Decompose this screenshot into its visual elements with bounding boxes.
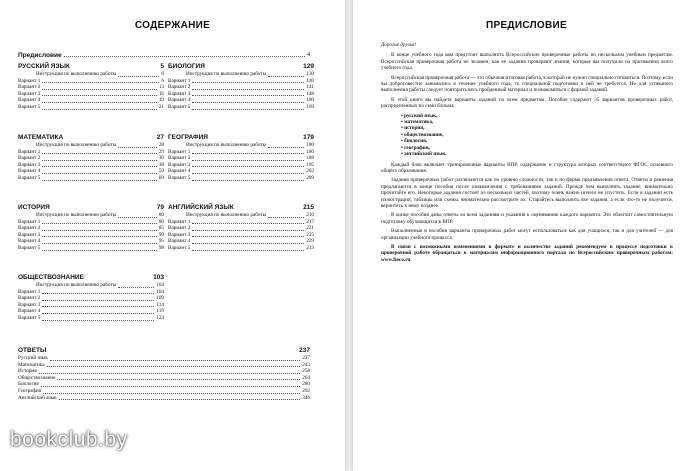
variant-page: 217 [306, 218, 314, 225]
answers-entry[interactable] [18, 375, 310, 382]
variant-page: 80 [158, 218, 164, 225]
variant-label: Вариант 5 [168, 174, 191, 181]
watermark-logo: bookclub.by [10, 428, 128, 451]
preface-paragraph: В конце учебного года вам предстоит выполнить Всероссийские проверочные работы по нескольким учебным предметам. Всероссийская проверочная работа не экзамен, как ее задания проверяют знания, которые вы получили на протяжении всего учебного года. [381, 52, 673, 72]
variant-page: 119 [156, 308, 164, 315]
variant-label: Вариант 3 [18, 90, 41, 97]
variant-entry[interactable] [168, 175, 314, 182]
variant-page: 130 [306, 77, 314, 84]
variant-page: 95 [158, 238, 164, 245]
variant-label: Вариант 4 [18, 308, 41, 315]
contents-section [18, 273, 164, 322]
variant-entry[interactable] [18, 315, 164, 322]
subject-list-item: • русский язык, [401, 113, 673, 119]
variant-page: 104 [156, 288, 164, 295]
variant-page: 59 [158, 168, 164, 175]
variant-label: Вариант 4 [168, 238, 191, 245]
instruction-label: Инструкция по выполнению работы [186, 71, 267, 77]
preface-body [381, 42, 673, 266]
preface-paragraph: В этой книге вы найдете варианты заданий по всем предметам. Пособие содержит 35 вариантов проверочных работ, распределенных по семи блокам: [381, 96, 673, 110]
preface-entry[interactable] [18, 52, 310, 59]
variant-label: Вариант 4 [168, 168, 191, 175]
variant-entry[interactable] [168, 245, 314, 252]
variant-entry[interactable] [18, 84, 164, 91]
variant-entry[interactable] [168, 219, 314, 226]
variant-entry[interactable] [18, 219, 164, 226]
variant-page: 229 [306, 238, 314, 245]
section-title: ГЕОГРАФИЯ [168, 134, 208, 141]
variant-entry[interactable] [18, 225, 164, 232]
variant-page: 202 [306, 168, 314, 175]
variant-page: 69 [158, 174, 164, 181]
variant-entry[interactable] [18, 155, 164, 162]
answers-entry-label: География [18, 387, 42, 394]
variant-label: Вариант 1 [168, 218, 191, 225]
instruction-entry[interactable] [18, 212, 164, 219]
variant-page: 38 [158, 161, 164, 168]
variant-entry[interactable] [168, 238, 314, 245]
variant-label: Вариант 5 [18, 174, 41, 181]
preface-paragraph: Задания проверочных работ различаются как по уровню сложности, так и по форме предъявления ответа. Ответы и решения предлагаются в конце пособия после ознакомления с требованиями заданий. Прежде чем выполнять задание, внимательно прочитайте его. Некоторые задания состоят из нескольких частей, поэтому очень важно ничего не упустить. Если в задании есть иллюстрации, таблицы или схемы, внимательно рассмотрите их. Старайтесь выполнить все задания, а если что-то не получится, вернитесь к нему позднее. [381, 177, 673, 209]
variant-label: Вариант 2 [168, 225, 191, 232]
variant-entry[interactable] [18, 175, 164, 182]
answers-heading[interactable] [18, 346, 310, 355]
section-heading[interactable] [168, 62, 314, 71]
variant-entry[interactable] [18, 232, 164, 239]
subject-list [381, 113, 673, 158]
variant-label: Вариант 1 [18, 77, 41, 84]
section-heading[interactable] [18, 273, 164, 282]
variant-page: 141 [306, 84, 314, 91]
instruction-label: Инструкция по выполнению работы [186, 142, 267, 148]
variant-label: Вариант 2 [18, 84, 41, 91]
answers-entry-label: Обществознание [18, 374, 56, 381]
contents-title: СОДЕРЖАНИЕ [134, 20, 211, 31]
variant-entry[interactable] [168, 149, 314, 156]
preface-paragraph: В конце пособия даны ответы ко всем заданиям и указания к оцениванию каждого варианта. Это облегчит самостоятельную подготовку обучающихся к ВПР. [381, 212, 673, 225]
variant-entry[interactable] [168, 162, 314, 169]
variant-page: 160 [306, 97, 314, 104]
preface-entry-page: 4 [307, 52, 310, 58]
variant-label: Вариант 5 [168, 244, 191, 251]
variant-page: 90 [158, 231, 164, 238]
instruction-entry[interactable] [168, 212, 314, 219]
answers-entry-label: История [18, 368, 37, 375]
answers-entry-page: 292 [302, 387, 310, 394]
subject-list-item: • английский язык. [401, 151, 673, 157]
section-page: 103 [153, 274, 164, 281]
variant-page: 169 [306, 103, 314, 110]
variant-page: 13 [158, 84, 164, 91]
variant-page: 233 [306, 244, 314, 251]
variant-page: 21 [158, 103, 164, 110]
variant-label: Вариант 5 [168, 103, 191, 110]
variant-label: Вариант 2 [168, 155, 191, 162]
variant-entry[interactable] [18, 308, 164, 315]
variant-page: 221 [306, 225, 314, 232]
contents-page [0, 0, 345, 471]
variant-entry[interactable] [18, 162, 164, 169]
contents-section [168, 133, 314, 182]
section-page: 215 [303, 204, 314, 211]
instruction-entry[interactable] [168, 142, 314, 149]
variant-page: 114 [156, 301, 164, 308]
instruction-page: 80 [158, 212, 164, 218]
variant-label: Вариант 4 [18, 238, 41, 245]
variant-label: Вариант 4 [18, 97, 41, 104]
variant-entry[interactable] [168, 91, 314, 98]
answers-list [18, 355, 310, 401]
section-title: БИОЛОГИЯ [168, 63, 205, 70]
contents-section [18, 133, 164, 182]
variant-entry[interactable] [168, 97, 314, 104]
variant-page: 188 [306, 155, 314, 162]
variant-entry[interactable] [168, 232, 314, 239]
variant-page: 98 [158, 244, 164, 251]
answers-page: 237 [299, 347, 310, 354]
instruction-page: 180 [306, 142, 314, 148]
section-heading[interactable] [18, 62, 164, 71]
answers-entry[interactable] [18, 395, 310, 402]
instruction-page: 104 [156, 282, 164, 288]
instruction-label: Инструкция по выполнению работы [36, 71, 117, 77]
variant-page: 209 [306, 174, 314, 181]
preface-greeting: Дорогие друзья! [381, 42, 417, 48]
variant-label: Вариант 4 [168, 97, 191, 104]
answers-entry-page: 280 [302, 381, 310, 388]
answers-entry[interactable] [18, 362, 310, 369]
answers-entry-page: 237 [302, 355, 310, 361]
variant-entry[interactable] [18, 302, 164, 309]
variant-label: Вариант 5 [18, 314, 41, 321]
answers-entry-label: Английский язык [18, 394, 57, 401]
variant-label: Вариант 1 [18, 218, 41, 225]
variant-label: Вариант 3 [168, 90, 191, 97]
preface-entry-label: Предисловие [18, 52, 62, 59]
variant-entry[interactable] [168, 84, 314, 91]
variant-page: 195 [306, 161, 314, 168]
variant-label: Вариант 1 [168, 77, 191, 84]
variant-label: Вариант 3 [168, 161, 191, 168]
instruction-entry[interactable] [18, 282, 164, 289]
instruction-label: Инструкция по выполнению работы [36, 212, 117, 218]
preface-note: В связи с возможными изменениями в формате и количестве заданий рекомендуем в процессе подготовки к проверочной работе обращаться к материалам информационного портала по Всероссийским проверочным работам: www.fioco.ru [381, 243, 673, 263]
variant-page: 85 [158, 225, 164, 232]
preface-paragraph: Каждый блок включает тренировочные варианты ВПР, содержание и структура которых соответствуют ФГОС основного общего образования. [381, 161, 673, 174]
answers-title: ОТВЕТЫ [18, 347, 47, 354]
variant-page: 16 [158, 90, 164, 97]
instruction-entry[interactable] [168, 71, 314, 78]
variant-page: 225 [306, 231, 314, 238]
answers-entry-label: Русский язык [18, 355, 48, 361]
variant-label: Вариант 2 [18, 155, 41, 162]
subject-list-item: • математика, [401, 119, 673, 125]
variant-label: Вариант 5 [18, 103, 41, 110]
section-heading[interactable] [168, 203, 314, 212]
variant-entry[interactable] [168, 104, 314, 111]
variant-label: Вариант 2 [18, 295, 41, 302]
section-title: ОБЩЕСТВОЗНАНИЕ [18, 274, 84, 281]
variant-entry[interactable] [18, 245, 164, 252]
variant-entry[interactable] [18, 78, 164, 85]
variant-page: 6 [161, 77, 164, 84]
answers-entry-label: Математика [18, 361, 45, 368]
answers-entry-label: Биология [18, 381, 39, 388]
section-page: 79 [156, 204, 164, 211]
section-title: МАТЕМАТИКА [18, 134, 64, 141]
variant-entry[interactable] [168, 225, 314, 232]
variant-label: Вариант 3 [168, 231, 191, 238]
variant-entry[interactable] [168, 78, 314, 85]
variant-entry[interactable] [168, 155, 314, 162]
contents-section [168, 203, 314, 252]
variant-label: Вариант 3 [18, 231, 41, 238]
preface-title: ПРЕДИСЛОВИЕ [486, 20, 567, 31]
answers-entry-page: 264 [302, 374, 310, 381]
section-title: ИСТОРИЯ [18, 204, 50, 211]
preface-paragraph: Всероссийская проверочная работа — это обычная итоговая работа, к которой не нужно специально готовиться. Поэтому, если вы добросовестно занимались в течение учебного года, то специальной подготовки к ней не требуется. Но для успешного выполнения работы следует повторить весь пройденный материал и познакомиться с формой заданий. [381, 74, 673, 94]
answers-entry[interactable] [18, 381, 310, 388]
variant-label: Вариант 1 [18, 288, 41, 295]
variant-entry[interactable] [18, 91, 164, 98]
section-heading[interactable] [168, 133, 314, 142]
section-page: 27 [156, 134, 164, 141]
variant-label: Вариант 1 [168, 148, 191, 155]
variant-label: Вариант 5 [18, 244, 41, 251]
answers-entry-page: 346 [302, 394, 310, 401]
instruction-label: Инструкция по выполнению работы [186, 212, 267, 218]
instruction-entry[interactable] [18, 71, 164, 78]
variant-label: Вариант 2 [168, 84, 191, 91]
variant-label: Вариант 3 [18, 301, 41, 308]
instruction-page: 6 [161, 71, 164, 77]
variant-page: 148 [306, 90, 314, 97]
variant-entry[interactable] [18, 97, 164, 104]
section-page: 5 [160, 63, 164, 70]
section-title: РУССКИЙ ЯЗЫК [18, 63, 70, 70]
variant-page: 19 [158, 97, 164, 104]
preface-paragraph: Выполненные в пособии варианты проверочных работ могут использоваться как для учащихся, так и для учителей — для организации учебного процесса. [381, 228, 673, 241]
answers-section [18, 346, 310, 401]
variant-page: 180 [306, 148, 314, 155]
section-title: АНГЛИЙСКИЙ ЯЗЫК [168, 204, 234, 211]
answers-entry-page: 243 [302, 361, 310, 368]
variant-label: Вариант 3 [18, 161, 41, 168]
answers-entry[interactable] [18, 368, 310, 375]
preface-page [353, 0, 700, 471]
variant-label: Вариант 4 [18, 168, 41, 175]
contents-section [18, 62, 164, 111]
variant-page: 29 [158, 148, 164, 155]
variant-entry[interactable] [18, 149, 164, 156]
subject-list-item: • обществознание, [401, 132, 673, 138]
subject-list-item: • биология, [401, 138, 673, 144]
variant-page: 109 [156, 295, 164, 302]
subject-list-item: • история, [401, 125, 673, 131]
section-heading[interactable] [18, 203, 164, 212]
contents-section [168, 62, 314, 111]
answers-entry[interactable] [18, 388, 310, 395]
instruction-label: Инструкция по выполнению работы [36, 142, 117, 148]
variant-entry[interactable] [18, 295, 164, 302]
subject-list-item: • география, [401, 145, 673, 151]
variant-entry[interactable] [18, 289, 164, 296]
variant-label: Вариант 2 [18, 225, 41, 232]
section-page: 179 [303, 134, 314, 141]
variant-entry[interactable] [168, 168, 314, 175]
instruction-entry[interactable] [18, 142, 164, 149]
variant-entry[interactable] [18, 238, 164, 245]
answers-entry[interactable] [18, 355, 310, 362]
variant-entry[interactable] [18, 104, 164, 111]
instruction-page: 130 [306, 71, 314, 77]
instruction-page: 216 [306, 212, 314, 218]
section-page: 129 [303, 63, 314, 70]
instruction-label: Инструкция по выполнению работы [36, 282, 117, 288]
variant-page: 30 [158, 155, 164, 162]
variant-entry[interactable] [18, 168, 164, 175]
variant-label: Вариант 1 [18, 148, 41, 155]
answers-entry-page: 258 [302, 368, 310, 375]
instruction-page: 28 [158, 142, 164, 148]
variant-page: 124 [156, 314, 164, 321]
section-heading[interactable] [18, 133, 164, 142]
contents-section [18, 203, 164, 252]
